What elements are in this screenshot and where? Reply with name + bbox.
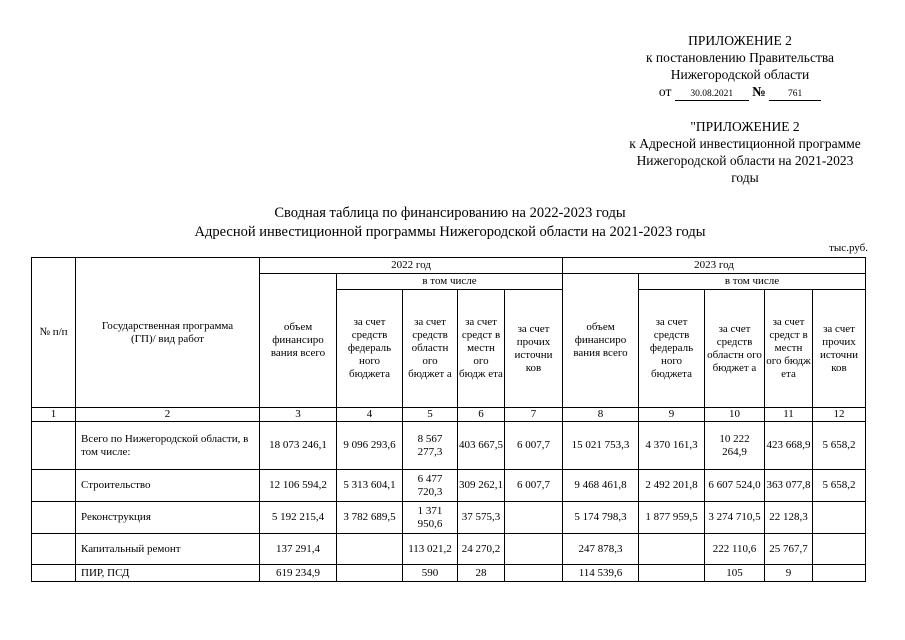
col-number: 5 xyxy=(403,408,458,422)
cell-other-2022 xyxy=(505,534,563,565)
row-num xyxy=(32,502,76,534)
cell-federal-2023: 2 492 201,8 xyxy=(639,470,705,502)
header-total-2023: объем финансиро вания всего xyxy=(563,274,639,408)
cell-federal-2022 xyxy=(337,534,403,565)
cell-local-2023: 363 077,8 xyxy=(765,470,813,502)
cell-total-2023: 9 468 461,8 xyxy=(563,470,639,502)
table-row xyxy=(32,534,866,565)
row-name: Строительство xyxy=(76,470,260,502)
col-number: 1 xyxy=(32,408,76,422)
appendix-line-2: к постановлению Правительства xyxy=(645,50,835,65)
col-number: 9 xyxy=(639,408,705,422)
table-title-line-1: Сводная таблица по финансированию на 2022-2023 годы xyxy=(274,205,626,221)
cell-other-2022: 6 007,7 xyxy=(505,422,563,470)
inner-appendix-line-3: Нижегородской области на 2021-2023 xyxy=(636,153,854,168)
row-num xyxy=(32,534,76,565)
table-row xyxy=(32,565,866,582)
table-title-line-2: Адресной инвестиционной программы Нижегородской области на 2021-2023 годы xyxy=(194,224,706,240)
header-num: № п/п xyxy=(32,258,76,408)
cell-other-2023 xyxy=(813,565,866,582)
cell-total-2022: 619 234,9 xyxy=(260,565,337,582)
appendix-date-line xyxy=(610,83,870,101)
header-federal-2022: за счет средств федераль ного бюджета xyxy=(337,290,403,408)
inner-appendix-title: "ПРИЛОЖЕНИЕ 2 xyxy=(690,119,800,134)
cell-other-2023: 5 658,2 xyxy=(813,422,866,470)
col-number: 7 xyxy=(505,408,563,422)
number-label: № xyxy=(752,84,766,99)
inner-appendix-header xyxy=(600,118,890,186)
header-federal-2023: за счет средств федераль ного бюджета xyxy=(639,290,705,408)
header-other-2022: за счет прочих источни ков xyxy=(505,290,563,408)
cell-federal-2022 xyxy=(337,565,403,582)
cell-local-2023: 25 767,7 xyxy=(765,534,813,565)
row-name: Реконструкция xyxy=(76,502,260,534)
row-name: ПИР, ПСД xyxy=(76,565,260,582)
header-year-2022: 2022 год xyxy=(260,258,563,274)
header-including-2022: в том числе xyxy=(337,274,563,290)
header-program: Государственная программа (ГП)/ вид работ xyxy=(76,258,260,408)
col-number: 4 xyxy=(337,408,403,422)
appendix-header xyxy=(610,32,870,101)
cell-local-2022: 309 262,1 xyxy=(458,470,505,502)
cell-regional-2023: 6 607 524,0 xyxy=(705,470,765,502)
cell-other-2022: 6 007,7 xyxy=(505,470,563,502)
cell-regional-2022: 6 477 720,3 xyxy=(403,470,458,502)
cell-regional-2023: 3 274 710,5 xyxy=(705,502,765,534)
from-label: от xyxy=(658,84,672,99)
col-number: 3 xyxy=(260,408,337,422)
col-number: 6 xyxy=(458,408,505,422)
inner-appendix-line-4: годы xyxy=(731,170,759,185)
column-number-row xyxy=(32,408,866,422)
table-title xyxy=(150,204,750,242)
cell-total-2023: 247 878,3 xyxy=(563,534,639,565)
cell-total-2023: 5 174 798,3 xyxy=(563,502,639,534)
header-including-2023: в том числе xyxy=(639,274,866,290)
cell-federal-2023 xyxy=(639,565,705,582)
cell-local-2022: 37 575,3 xyxy=(458,502,505,534)
cell-federal-2023 xyxy=(639,534,705,565)
cell-local-2022: 28 xyxy=(458,565,505,582)
cell-total-2022: 18 073 246,1 xyxy=(260,422,337,470)
cell-regional-2022: 1 371 950,6 xyxy=(403,502,458,534)
col-number: 10 xyxy=(705,408,765,422)
cell-regional-2022: 590 xyxy=(403,565,458,582)
cell-other-2022 xyxy=(505,565,563,582)
cell-total-2023: 114 539,6 xyxy=(563,565,639,582)
cell-federal-2022: 5 313 604,1 xyxy=(337,470,403,502)
cell-other-2022 xyxy=(505,502,563,534)
cell-total-2023: 15 021 753,3 xyxy=(563,422,639,470)
header-regional-2023: за счет средств областн ого бюджет а xyxy=(705,290,765,408)
header-total-2022: объем финансиро вания всего xyxy=(260,274,337,408)
row-num xyxy=(32,565,76,582)
row-name: Всего по Нижегородской области, в том числе: xyxy=(76,422,260,470)
unit-label: тыс.руб. xyxy=(829,242,868,254)
header-regional-2022: за счет средств областн ого бюджет а xyxy=(403,290,458,408)
cell-regional-2022: 8 567 277,3 xyxy=(403,422,458,470)
cell-other-2023 xyxy=(813,502,866,534)
cell-other-2023 xyxy=(813,534,866,565)
cell-total-2022: 137 291,4 xyxy=(260,534,337,565)
cell-local-2022: 24 270,2 xyxy=(458,534,505,565)
cell-federal-2023: 1 877 959,5 xyxy=(639,502,705,534)
cell-local-2023: 423 668,9 xyxy=(765,422,813,470)
cell-regional-2023: 10 222 264,9 xyxy=(705,422,765,470)
appendix-line-3: Нижегородской области xyxy=(670,67,810,82)
financing-table xyxy=(31,257,866,582)
cell-federal-2022: 3 782 689,5 xyxy=(337,502,403,534)
cell-local-2023: 9 xyxy=(765,565,813,582)
table-row xyxy=(32,470,866,502)
header-year-2023: 2023 год xyxy=(563,258,866,274)
decree-date: 30.08.2021 xyxy=(675,88,749,101)
row-name: Капитальный ремонт xyxy=(76,534,260,565)
row-num xyxy=(32,470,76,502)
col-number: 2 xyxy=(76,408,260,422)
cell-regional-2022: 113 021,2 xyxy=(403,534,458,565)
table-row xyxy=(32,502,866,534)
decree-number: 761 xyxy=(769,88,821,101)
cell-total-2022: 12 106 594,2 xyxy=(260,470,337,502)
col-number: 11 xyxy=(765,408,813,422)
cell-regional-2023: 222 110,6 xyxy=(705,534,765,565)
cell-federal-2023: 4 370 161,3 xyxy=(639,422,705,470)
cell-other-2023: 5 658,2 xyxy=(813,470,866,502)
cell-local-2022: 403 667,5 xyxy=(458,422,505,470)
cell-federal-2022: 9 096 293,6 xyxy=(337,422,403,470)
row-num xyxy=(32,422,76,470)
header-local-2022: за счет средст в местн ого бюдж ета xyxy=(458,290,505,408)
header-other-2023: за счет прочих источни ков xyxy=(813,290,866,408)
col-number: 12 xyxy=(813,408,866,422)
cell-total-2022: 5 192 215,4 xyxy=(260,502,337,534)
col-number: 8 xyxy=(563,408,639,422)
header-local-2023: за счет средст в местн ого бюдж ета xyxy=(765,290,813,408)
appendix-title: ПРИЛОЖЕНИЕ 2 xyxy=(688,33,792,48)
inner-appendix-line-2: к Адресной инвестиционной программе xyxy=(629,136,861,151)
cell-regional-2023: 105 xyxy=(705,565,765,582)
table-row xyxy=(32,422,866,470)
cell-local-2023: 22 128,3 xyxy=(765,502,813,534)
